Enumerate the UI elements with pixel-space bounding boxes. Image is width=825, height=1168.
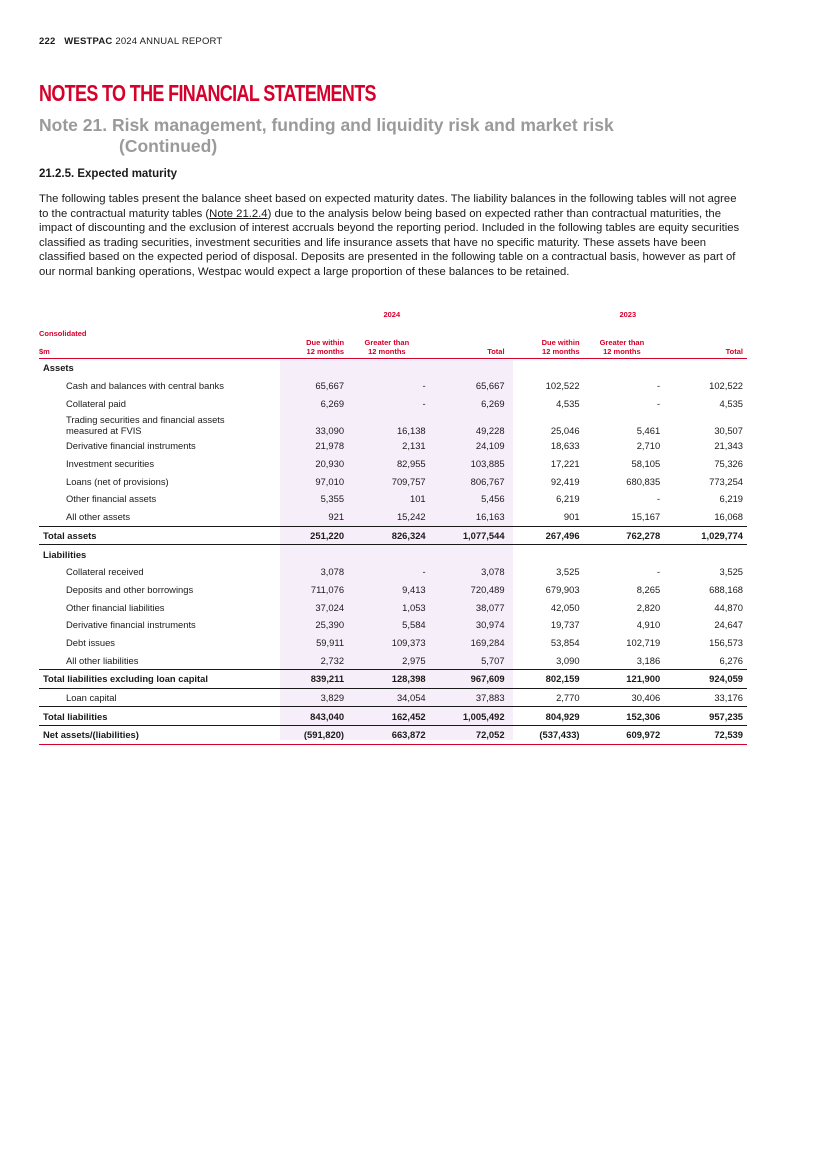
- table-cell: 711,076: [310, 583, 345, 595]
- table-cell: 20,930: [315, 458, 345, 470]
- header-due-2024: Due within 12 months: [275, 324, 348, 359]
- table-cell: 53,854: [550, 636, 580, 648]
- report-name: 2024 ANNUAL REPORT: [115, 36, 223, 47]
- row-label: Derivative financial instruments: [66, 440, 196, 452]
- table-cell: 37,883: [475, 692, 505, 704]
- table-cell: 33,176: [714, 692, 743, 704]
- header-due-2023: Due within 12 months: [509, 324, 584, 359]
- table-row: [39, 394, 747, 412]
- table-cell: 1,053: [402, 601, 426, 613]
- total-liabilities-row: [39, 707, 747, 726]
- table-cell: 901: [563, 511, 580, 523]
- table-cell: 609,972: [584, 726, 665, 745]
- table-cell: 169,284: [470, 636, 505, 648]
- table-cell: 251,220: [275, 526, 348, 545]
- table-cell: 102,522: [545, 380, 580, 392]
- total-assets-row: [39, 526, 747, 545]
- section-heading: 21.2.5. Expected maturity: [39, 168, 178, 180]
- table-cell: 3,829: [320, 692, 345, 704]
- table-cell: 97,010: [315, 475, 345, 487]
- table-cell: 804,929: [509, 707, 584, 726]
- header-total-2024: Total: [430, 324, 509, 359]
- table-cell: 9,413: [402, 583, 426, 595]
- row-label: Total assets: [39, 526, 275, 545]
- table-cell: 680,835: [626, 475, 661, 487]
- table-cell: 5,355: [320, 493, 345, 505]
- table-cell: -: [657, 566, 661, 578]
- note-title-line2: (Continued): [119, 136, 218, 156]
- intro-text-2: ) due to the analysis below being based on expected rather than contractual maturities, the impact of discounting and the exclusion of interest accruals beyond the reporting period. Included in the following tables are equity securities classified as trading securities, investment securities and life insurance assets that have no specific maturity. These assets have been classified based on the expected period of disposal. Deposits are presented in the following table on a contractual basis, however as part of our normal banking operations, Westpac would expect a large proportion of these balances to be retained.: [39, 207, 740, 278]
- row-label: Other financial assets: [66, 493, 157, 505]
- table-row: [39, 563, 747, 581]
- table-cell: 3,078: [320, 566, 345, 578]
- table-cell: 37,024: [315, 601, 345, 613]
- table-cell: 2,975: [402, 654, 426, 666]
- note-link[interactable]: Note 21.2.4: [209, 207, 268, 220]
- intro-text-1: The following tables present the balance sheet based on expected maturity dates. The liability balances in the following tables will not agree to the contractual maturity tables (: [39, 193, 737, 220]
- table-cell: 65,667: [315, 380, 345, 392]
- table-cell: 17,221: [550, 458, 580, 470]
- table-cell: 156,573: [709, 636, 743, 648]
- table-cell: -: [657, 397, 661, 409]
- table-cell: -: [422, 397, 426, 409]
- table-cell: 709,757: [391, 475, 426, 487]
- table-row: [39, 455, 747, 473]
- table-cell: 16,068: [714, 511, 743, 523]
- table-cell: 4,910: [636, 619, 661, 631]
- assets-heading-row: [39, 359, 747, 377]
- row-label: Loans (net of provisions): [66, 475, 169, 487]
- table-cell: 25,046: [550, 425, 580, 437]
- row-label: Collateral paid: [66, 397, 126, 409]
- row-label: Net assets/(liabilities): [39, 726, 275, 745]
- table-cell: 21,978: [315, 440, 345, 452]
- row-label: Loan capital: [66, 692, 117, 704]
- table-cell: 102,522: [709, 380, 743, 392]
- table-cell: 24,109: [475, 440, 505, 452]
- table-cell: 924,059: [664, 670, 747, 689]
- table-cell: 19,737: [550, 619, 580, 631]
- table-cell: 102,719: [626, 636, 661, 648]
- table-cell: 4,535: [556, 397, 580, 409]
- table-cell: 58,105: [631, 458, 661, 470]
- table-cell: 2,770: [556, 692, 580, 704]
- table-cell: 16,163: [475, 511, 505, 523]
- intro-paragraph: [39, 192, 744, 280]
- table-row: [39, 377, 747, 395]
- row-label: Total liabilities excluding loan capital: [39, 670, 275, 689]
- table-cell: 121,900: [584, 670, 665, 689]
- assets-heading: Assets: [43, 362, 74, 374]
- table-cell: 5,707: [481, 654, 505, 666]
- table-cell: -: [657, 493, 661, 505]
- expected-maturity-table-wrap: [39, 310, 747, 745]
- table-cell: 1,005,492: [430, 707, 509, 726]
- table-cell: 921: [328, 511, 345, 523]
- table-cell: 101: [409, 493, 426, 505]
- table-cell: 806,767: [470, 475, 505, 487]
- table-row: [39, 437, 747, 455]
- row-label: Derivative financial instruments: [66, 619, 196, 631]
- table-cell: 162,452: [348, 707, 430, 726]
- table-cell: 21,343: [714, 440, 743, 452]
- page-title: NOTES TO THE FINANCIAL STATEMENTS: [39, 80, 376, 106]
- table-cell: 663,872: [348, 726, 430, 745]
- table-cell: 30,507: [714, 425, 743, 437]
- net-assets-row: [39, 726, 747, 745]
- row-label: Cash and balances with central banks: [66, 380, 224, 392]
- table-cell: 3,090: [556, 654, 580, 666]
- table-row: [39, 616, 747, 634]
- year-header-row: [39, 310, 747, 324]
- page-header: [39, 36, 222, 47]
- row-label: All other liabilities: [66, 654, 139, 666]
- table-cell: 33,090: [315, 425, 345, 437]
- table-cell: 802,159: [509, 670, 584, 689]
- liabilities-heading: Liabilities: [43, 548, 87, 560]
- table-cell: 49,228: [475, 425, 505, 437]
- table-cell: 2,710: [636, 440, 661, 452]
- table-cell: 773,254: [709, 475, 743, 487]
- table-row: [39, 412, 747, 437]
- table-cell: 1,077,544: [430, 526, 509, 545]
- table-row: [39, 472, 747, 490]
- table-row: [39, 508, 747, 526]
- row-label: Other financial liabilities: [66, 601, 165, 613]
- note-title-line1: Note 21. Risk management, funding and liquidity risk and market risk: [39, 115, 614, 135]
- page-number: 222: [39, 36, 56, 47]
- consolidated-label: Consolidated $m: [39, 324, 275, 359]
- table-cell: 103,885: [470, 458, 505, 470]
- year-2023: 2023: [619, 310, 637, 319]
- column-header-row: [39, 324, 747, 359]
- year-2024: 2024: [383, 310, 401, 319]
- header-greater-2024: Greater than 12 months: [348, 324, 430, 359]
- table-cell: 5,456: [481, 493, 505, 505]
- table-cell: (537,433): [509, 726, 584, 745]
- table-cell: 72,052: [430, 726, 509, 745]
- table-cell: 2,131: [402, 440, 426, 452]
- expected-maturity-table: [39, 310, 747, 745]
- table-cell: -: [422, 566, 426, 578]
- table-cell: 92,419: [550, 475, 580, 487]
- table-cell: 5,584: [402, 619, 426, 631]
- loan-capital-row: [39, 688, 747, 707]
- table-cell: 16,138: [396, 425, 426, 437]
- table-cell: 2,820: [636, 601, 661, 613]
- table-cell: 6,219: [719, 493, 743, 505]
- table-cell: 15,167: [631, 511, 661, 523]
- table-cell: 65,667: [475, 380, 505, 392]
- table-cell: 44,870: [714, 601, 743, 613]
- table-cell: 688,168: [709, 583, 743, 595]
- liabilities-heading-row: [39, 545, 747, 563]
- table-cell: 679,903: [545, 583, 580, 595]
- table-cell: 152,306: [584, 707, 665, 726]
- table-cell: 4,535: [719, 397, 743, 409]
- row-label: All other assets: [66, 511, 131, 523]
- table-cell: 1,029,774: [664, 526, 747, 545]
- table-cell: 109,373: [391, 636, 426, 648]
- table-cell: 5,461: [636, 425, 661, 437]
- row-label: Debt issues: [66, 636, 115, 648]
- table-row: [39, 581, 747, 599]
- row-label: Trading securities and financial assets measured at FVIS: [66, 414, 225, 436]
- table-cell: 18,633: [550, 440, 580, 452]
- brand-name: WESTPAC: [64, 36, 113, 47]
- header-total-2023: Total: [664, 324, 747, 359]
- table-cell: 30,974: [475, 619, 505, 631]
- table-row: [39, 651, 747, 669]
- table-cell: 34,054: [396, 692, 426, 704]
- table-row: [39, 634, 747, 652]
- table-cell: 267,496: [509, 526, 584, 545]
- table-cell: 826,324: [348, 526, 430, 545]
- row-label: Investment securities: [66, 458, 155, 470]
- table-cell: 38,077: [475, 601, 505, 613]
- table-cell: 843,040: [275, 707, 348, 726]
- table-cell: 82,955: [396, 458, 426, 470]
- table-cell: 24,647: [714, 619, 743, 631]
- row-label: Total liabilities: [39, 707, 275, 726]
- header-greater-2023: Greater than 12 months: [584, 324, 665, 359]
- table-cell: (591,820): [275, 726, 348, 745]
- table-cell: 3,186: [636, 654, 661, 666]
- table-cell: 3,525: [719, 566, 743, 578]
- table-cell: 967,609: [430, 670, 509, 689]
- table-cell: 2,732: [320, 654, 345, 666]
- table-cell: 3,078: [481, 566, 505, 578]
- table-row: [39, 490, 747, 508]
- table-cell: 3,525: [556, 566, 580, 578]
- table-row: [39, 598, 747, 616]
- table-cell: 957,235: [664, 707, 747, 726]
- table-cell: 720,489: [470, 583, 505, 595]
- row-label: Deposits and other borrowings: [66, 583, 194, 595]
- table-cell: 42,050: [550, 601, 580, 613]
- table-cell: 128,398: [348, 670, 430, 689]
- table-cell: 839,211: [275, 670, 348, 689]
- table-cell: 6,276: [719, 654, 743, 666]
- table-cell: 72,539: [664, 726, 747, 745]
- table-cell: 15,242: [396, 511, 426, 523]
- table-cell: 30,406: [631, 692, 661, 704]
- table-cell: 25,390: [315, 619, 345, 631]
- table-cell: 75,326: [714, 458, 743, 470]
- table-cell: 8,265: [636, 583, 661, 595]
- note-title: [39, 115, 719, 157]
- total-liabilities-excl-loan-capital-row: [39, 670, 747, 689]
- table-cell: 6,269: [481, 397, 505, 409]
- table-cell: 6,219: [556, 493, 580, 505]
- table-cell: 762,278: [584, 526, 665, 545]
- table-cell: 59,911: [316, 636, 345, 648]
- row-label: Collateral received: [66, 566, 144, 578]
- table-cell: -: [657, 380, 661, 392]
- table-cell: -: [422, 380, 426, 392]
- table-cell: 6,269: [320, 397, 345, 409]
